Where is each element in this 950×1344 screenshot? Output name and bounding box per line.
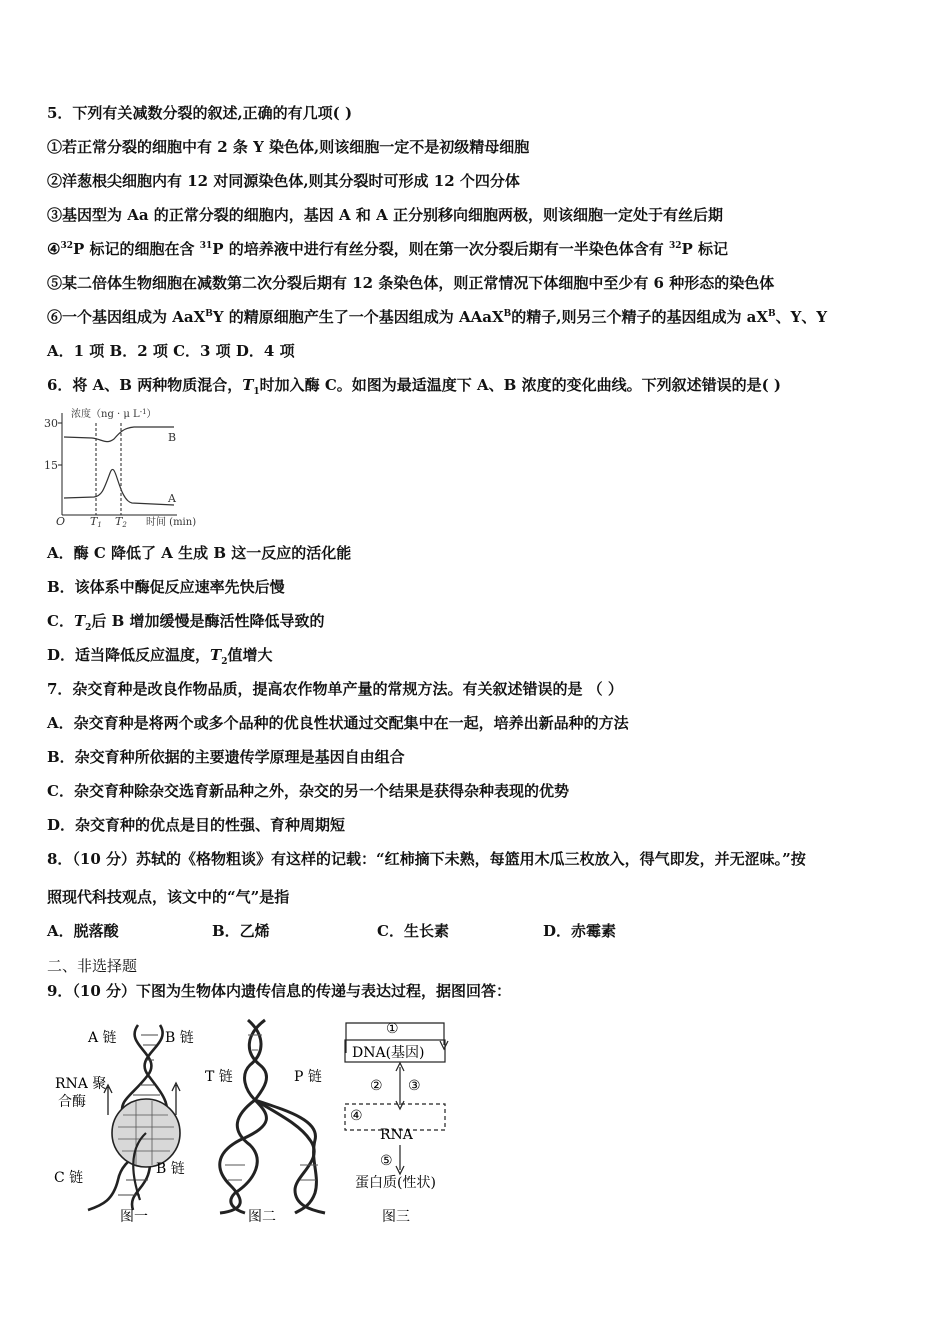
caption-fig2: 图二: [248, 1209, 276, 1225]
label-t-chain: T 链: [205, 1069, 233, 1085]
label-c-chain: C 链: [54, 1170, 84, 1186]
label-rna: RNA: [380, 1127, 413, 1143]
q7-option-c: C．杂交育种除杂交选育新品种之外，杂交的另一个结果是获得杂种表现的优势: [47, 782, 569, 800]
q8-stem-line1: 8．（10 分）苏轼的《格物粗谈》有这样的记载：“红柿摘下未熟，每篮用木瓜三枚放入，得气即发，并无涩味。”按: [47, 850, 806, 868]
q8-stem-line2: 照现代科技观点，该文中的“气”是指: [47, 888, 290, 906]
q6-concentration-chart: [42, 401, 222, 531]
q6-option-d: D．适当降低反应温度，$T_2$值增大: [47, 646, 273, 667]
curve-a: [64, 469, 174, 505]
label-2: ②: [370, 1078, 383, 1094]
label-a-chain: A 链: [88, 1030, 117, 1046]
label-rna-poly-2: 合酶: [58, 1094, 86, 1110]
q5-statement-6: ⑥一个基因组成为 AaX$^B$Y 的精原细胞产生了一个基因组成为 AAaX$^B$的精子,则另三个精子的基因组成为 $aX^B$、Y、Y: [47, 308, 828, 326]
ytick-30: 30: [44, 417, 58, 430]
label-1: ①: [386, 1021, 399, 1037]
label-rna-poly-1: RNA 聚: [55, 1076, 107, 1092]
label-4: ④: [350, 1108, 363, 1124]
q6-option-a: A．酶 C 降低了 A 生成 B 这一反应的活化能: [47, 544, 352, 562]
t2-label: T2: [115, 515, 127, 529]
label-3: ③: [408, 1078, 421, 1094]
q7-option-d: D．杂交育种的优点是目的性强、育种周期短: [47, 816, 346, 834]
q8-option-b: B．乙烯: [212, 922, 270, 940]
q9-stem: 9．（10 分）下图为生物体内遗传信息的传递与表达过程，据图回答：: [47, 982, 512, 1000]
label-protein: 蛋白质(性状): [355, 1175, 436, 1191]
q5-statement-2: ②洋葱根尖细胞内有 12 对同源染色体,则其分裂时可形成 12 个四分体: [47, 172, 520, 190]
q5-statement-4: ④$^{32}$P 标记的细胞在含 $^{31}$P 的培养液中进行有丝分裂，则在第一次分裂后期有一半染色体含有 $^{32}$P 标记: [47, 240, 729, 258]
label-p-chain: P 链: [294, 1069, 322, 1085]
label-5: ⑤: [380, 1153, 393, 1169]
chart-xlabel: 时间 (min): [146, 517, 197, 528]
series-label-a: A: [168, 492, 176, 505]
q5-answers: A．1 项 B．2 项 C．3 项 D．4 项: [47, 342, 295, 360]
q8-option-a: A．脱落酸: [47, 922, 119, 940]
origin-label: O: [56, 515, 66, 528]
q7-stem: 7．杂交育种是改良作物品质，提高农作物单产量的常规方法。有关叙述错误的是 （ ）: [47, 680, 623, 698]
q6-stem: 6．将 A、B 两种物质混合，$T_1$时加入酶 C。如图为最适温度下 A、B 浓度的变化曲线。下列叙述错误的是( ): [47, 376, 781, 397]
label-dna: DNA(基因): [352, 1045, 425, 1061]
q6-option-c: C．$T_2$后 B 增加缓慢是酶活性降低导致的: [47, 612, 325, 633]
q9-figure-1: [48, 1015, 213, 1227]
curve-b: [64, 427, 177, 444]
caption-fig3: 图三: [382, 1209, 410, 1225]
chart-ylabel: 浓度（ng · μ $L^{-1}$）: [71, 408, 157, 420]
q8-option-d: D．赤霉素: [543, 922, 617, 940]
series-label-b: B: [168, 431, 177, 444]
q5-statement-3: ③基因型为 Aa 的正常分裂的细胞内，基因 A 和 A 正分别移向细胞两极，则该细胞一定处于有丝后期: [47, 206, 723, 224]
label-b-chain-top: B 链: [165, 1030, 194, 1046]
ytick-15: 15: [44, 459, 58, 472]
q9-figure-3: [340, 1015, 480, 1227]
q7-option-a: A．杂交育种是将两个或多个品种的优良性状通过交配集中在一起，培养出新品种的方法: [47, 714, 629, 732]
q6-option-b: B．该体系中酶促反应速率先快后慢: [47, 578, 285, 596]
section-heading: 二、非选择题: [47, 957, 138, 975]
caption-fig1: 图一: [120, 1209, 148, 1225]
q5-statement-5: ⑤某二倍体生物细胞在减数第二次分裂后期有 12 条染色体，则正常情况下体细胞中至少有 6 种形态的染色体: [47, 274, 775, 292]
q5-statement-1: ①若正常分裂的细胞中有 2 条 Y 染色体,则该细胞一定不是初级精母细胞: [47, 138, 530, 156]
label-b-chain-bottom: B 链: [156, 1161, 185, 1177]
q8-option-c: C．生长素: [377, 922, 449, 940]
q9-figure-2: [200, 1015, 345, 1227]
q7-option-b: B．杂交育种所依据的主要遗传学原理是基因自由组合: [47, 748, 405, 766]
q5-stem: 5．下列有关减数分裂的叙述,正确的有几项( ): [47, 104, 353, 122]
t1-label: T1: [90, 515, 102, 529]
